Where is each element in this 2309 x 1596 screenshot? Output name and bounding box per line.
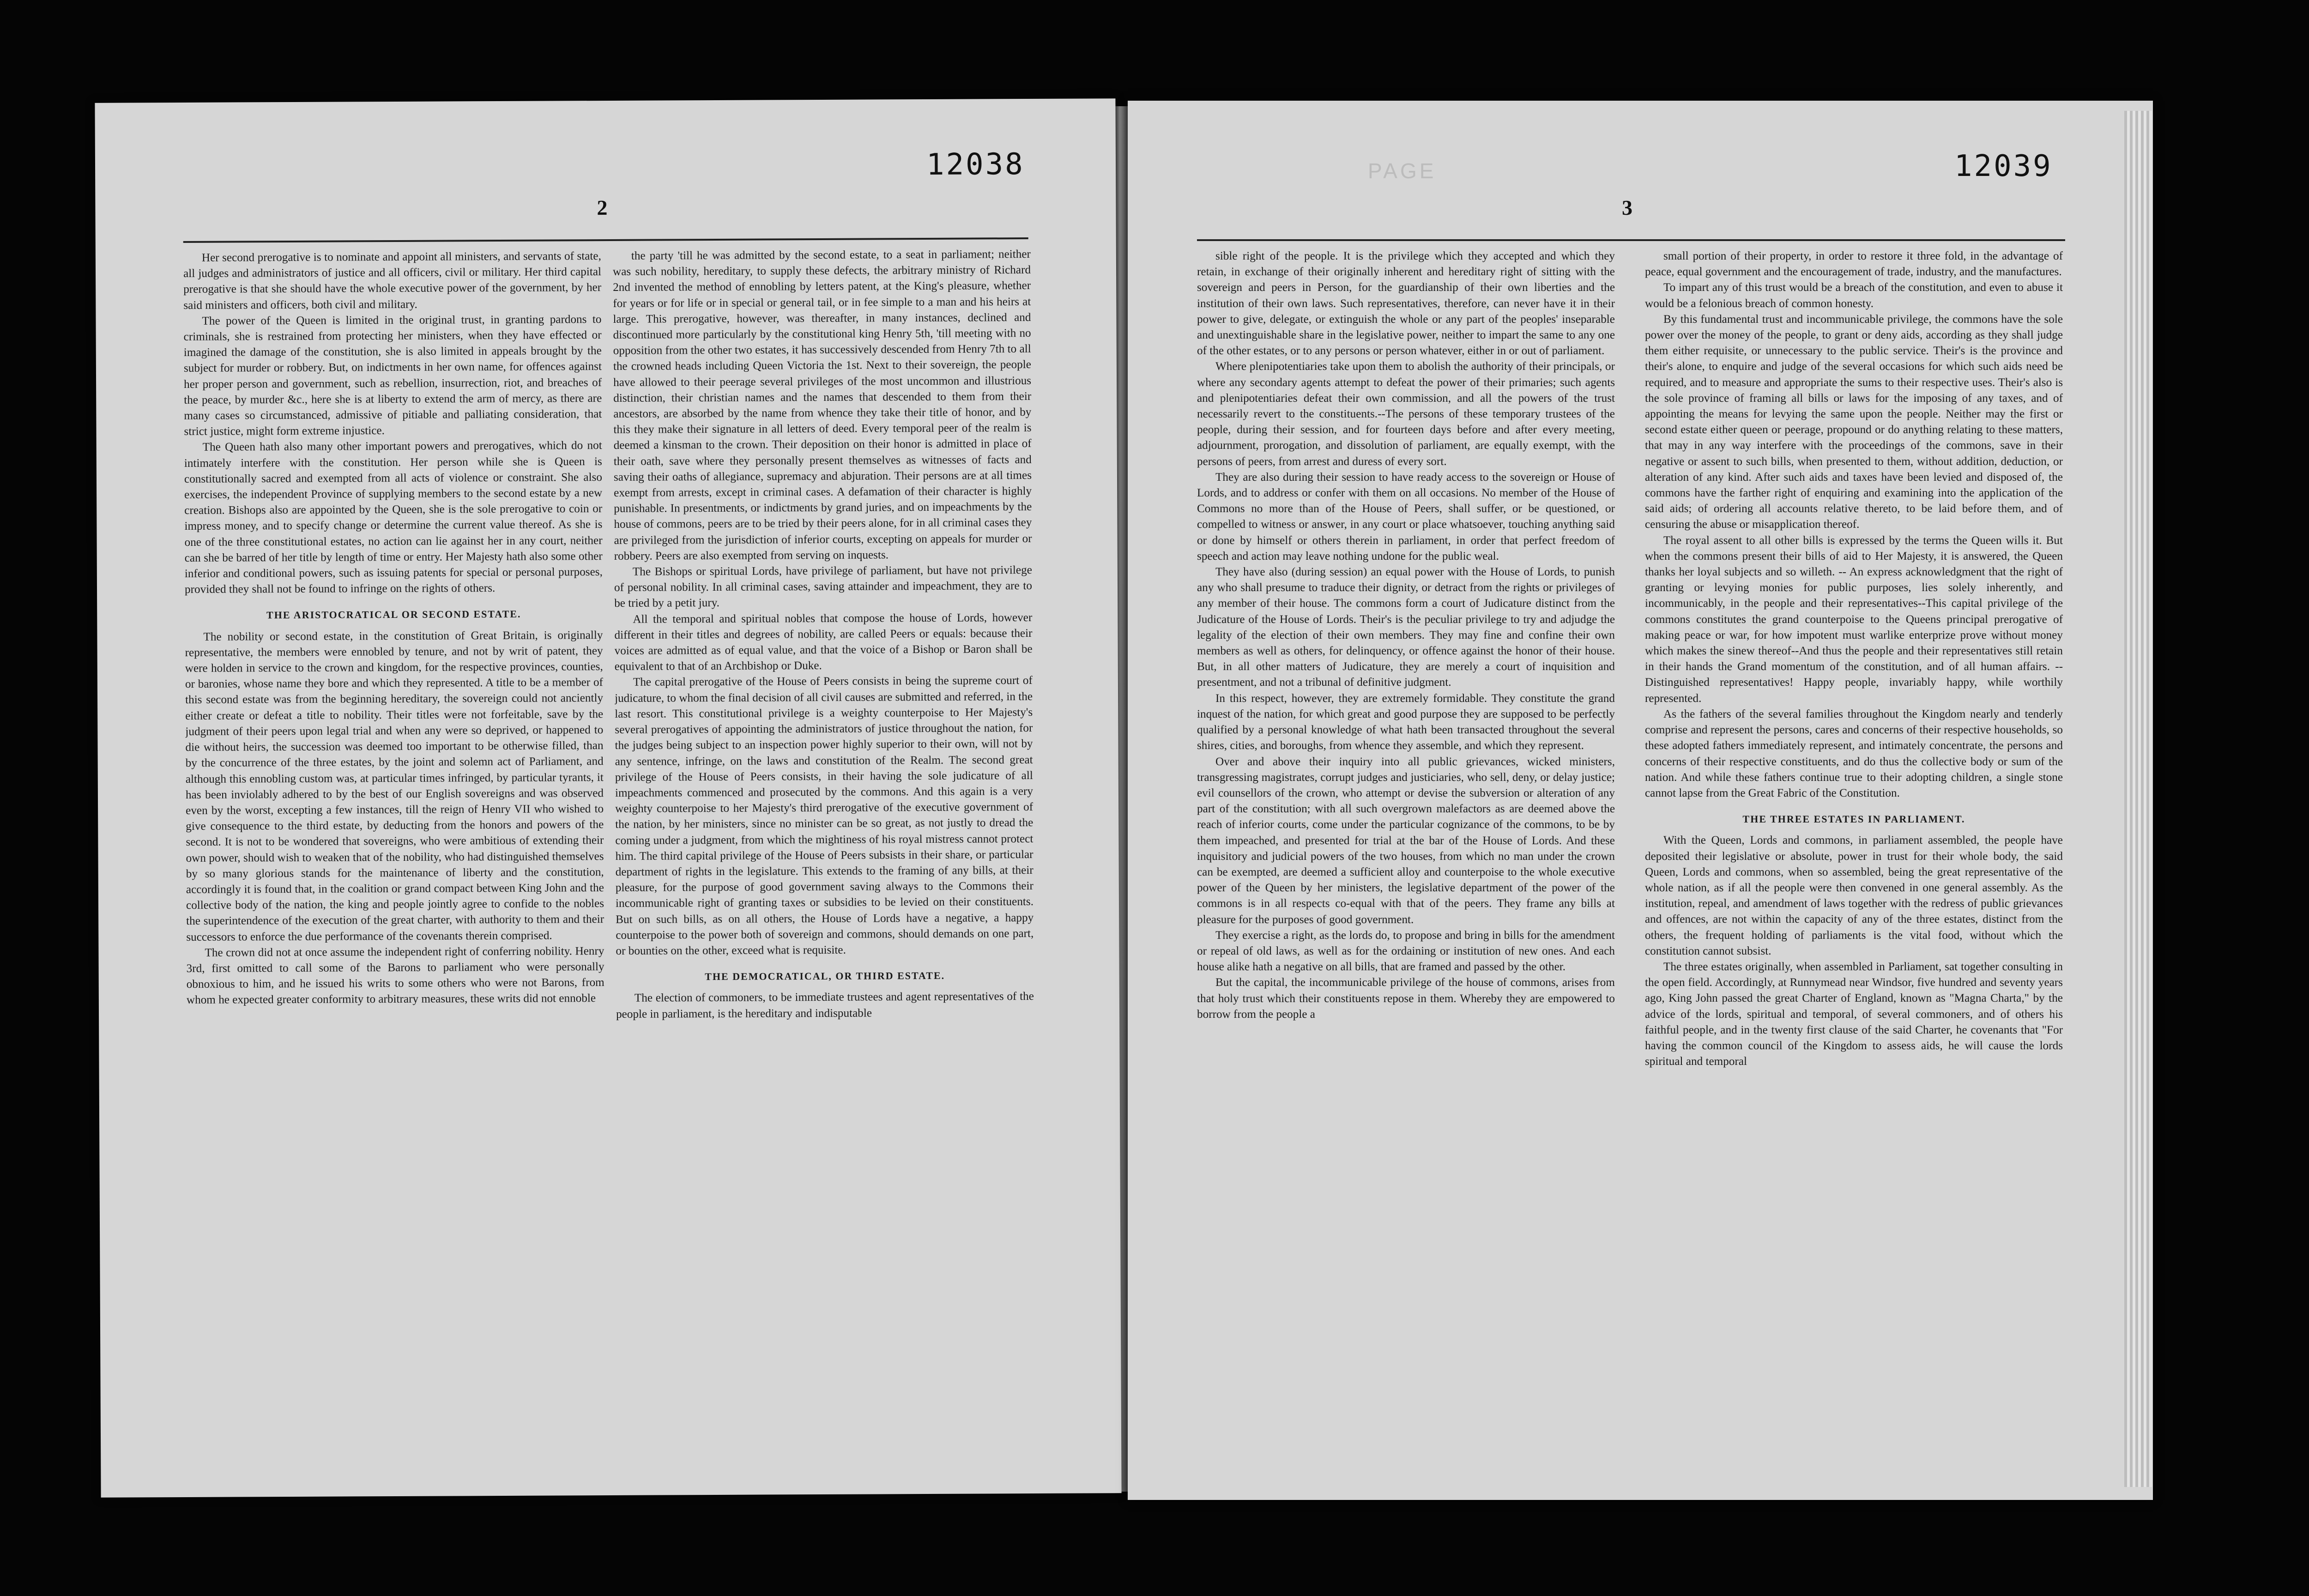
text-column-right <box>613 247 1036 1449</box>
paragraph: With the Queen, Lords and commons, in parliament assembled, the people have deposited their legislative or absolute, power in trust for their whole body, the said Queen, Lords and commons, when so assembled, being the great representative of the whole nation, as if all the people were then convened in one general assembly. As the institution, repeal, and amendment of laws together with the redress of public grievances and offences, are not within the capacity of any of the three estates, distinct from the others, the frequent holding of parliaments is the vital food, without which the constitution cannot subsist. <box>1645 834 2063 957</box>
text-column-right <box>1645 248 2063 1449</box>
paragraph: The Bishops or spiritual Lords, have privilege of parliament, but have not privilege of personal nobility. In all criminal cases, saving attainder and impeachment, they are to be tried by a petit jury. <box>614 564 1033 610</box>
page-number: 3 <box>1622 196 1632 219</box>
paragraph: They are also during their session to have ready access to the sovereign or House of Lords, and to address or confer with them on all occasions. No member of the House of Commons no more than of the House of Peers, shall suffer, or be questioned, or compelled to witness or answer, in any court or place whatsoever, touching anything said or done by himself or others therein in parliament, in order that perfect freedom of speech and action may leave nothing undone for the public weal. <box>1197 471 1615 562</box>
header-rule <box>1197 239 2065 241</box>
paragraph: The crown did not at once assume the independent right of conferring nobility. Henry 3rd, first omitted to call some of the Barons to parliament who were personally obnoxious to him, and he issued his writs to some others who were not Barons, from whom he expected greater conformity to arbitrary measures, these writs did not ennoble <box>186 944 604 1007</box>
paragraph: But the capital, the incommunicable privilege of the house of commons, arises from that holy trust which their constituents repose in them. Whereby they are empowered to borrow from the people a <box>1197 976 1615 1021</box>
paragraph: In this respect, however, they are extremely formidable. They constitute the grand inquest of the nation, for which great and good purpose they are supposed to be perfectly qualified by a personal knowledge of what hath been transacted throughout the several shires, cities, and boroughs, from whence they assemble, and which they represent. <box>1197 692 1615 752</box>
frame-number: 12039 <box>1954 149 2053 183</box>
section-heading: THE ARISTOCRATICAL OR SECOND ESTATE. <box>266 608 521 621</box>
paragraph: As the fathers of the several families throughout the Kingdom nearly and tenderly comprise and represent the persons, cares and concerns of their respective households, so these adopted fathers immediately represent, and intimately concentrate, the persons and concerns of their respective constituents, and do thus the collective body or sum of the nation. And while these fathers continue true to their adopting children, a single stone cannot lapse from the Great Fabric of the Constitution. <box>1645 707 2063 799</box>
frame-number: 12038 <box>926 147 1025 182</box>
paragraph: By this fundamental trust and incommunicable privilege, the commons have the sole power over the money of the people, to grant or deny aids, according as they shall judge them either requisite, or unnecessary to the public service. Their's is the province and their's alone, to enquire and judge of the several occasions for which such aids need be required, and to measure and appropriate the sums to their respective uses. Their's also is the sole province of framing all bills or laws for the imposing of any taxes, and of appointing the means for levying the same upon the people. Neither may the first or second estate either queen or peerage, propound or do anything relating to these matters, that may in any way interfere with the proceedings of the commons, save in their negative or assent to such bills, when presented to them, without addition, deduction, or alteration of any kind. After such aids and taxes have been levied and disposed of, the commons have the farther right of enquiring and examining into the application of the said aids; of ordering all accounts relative thereto, to be laid before them, and of censuring the abuse or misapplication thereof. <box>1645 313 2063 531</box>
paragraph: small portion of their property, in order to restore it three fold, in the advantage of peace, equal government and the encouragement of trade, industry, and the manufactures. <box>1645 250 2063 278</box>
text-column-left <box>183 248 606 1451</box>
text-column-left <box>1197 248 1615 1449</box>
section-heading: THE THREE ESTATES IN PARLIAMENT. <box>1742 813 1965 825</box>
paragraph: They have also (during session) an equal power with the House of Lords, to punish any who shall presume to traduce their dignity, or detract from the rights or privileges of any member of their house. The commons form a court of Judicature distinct from the Judicature of the House of Lords. Their's is the peculiar privilege to try and adjudge the legality of the election of their own members. They may fine and confine their own members as well as others, for delinquency, or offence against the honor of their house. But, in all other matters of Judicature, they are merely a court of inquisition and presentment, and not a tribunal of definitive judgment. <box>1197 566 1615 689</box>
section-heading: THE DEMOCRATICAL, OR THIRD ESTATE. <box>705 969 945 983</box>
paragraph: The royal assent to all other bills is expressed by the terms the Queen wills it. But when the commons present their bills of aid to Her Majesty, it is answered, the Queen thanks her loyal subjects and so willeth. -- An express acknowledgment that the right of granting or levying monies for public purposes, lies solely inherently, and incommunicably, in the people and their representatives--This capital privilege of the commons constitutes the grand counterpoise to the Queens principal prerogative of making peace or war, for how impotent must warlike enterprize prove without money which makes the sinew thereof--And thus the people and their representatives still retain in their hands the Grand momentum of the constitution, and of all human affairs. -- Distinguished representatives! Happy people, invariably happy, while worthily represented. <box>1645 534 2063 705</box>
paragraph: Her second prerogative is to nominate and appoint all ministers, and servants of state, all judges and administrators of justice and all officers, civil or military. Her third capital prerogative is that she should have the whole executive power of the government, by her said ministers and officers, both civil and military. <box>183 250 602 312</box>
paragraph: The capital prerogative of the House of Peers consists in being the supreme court of judicature, to whom the final decision of all civil causes are submitted and referred, in the last resort. This constitutional privilege is a weighty counterpoise to Her Majesty's several prerogatives of appointing the administrators of justice throughout the nation, for the judges being subject to an inspection power highly superior to their own, will not by any sentence, infringe, on the laws and constitution of the Realm. The second great privilege of the House of Peers consists, in their having the sole judicature of all impeachments commenced and prosecuted by the commons. And this again is a very weighty counterpoise to her Majesty's third prerogative of the executive government of the nation, by her ministers, since no minister can be so great, as not justly to dread the coming under a judgment, from which the mightiness of his royal mistress cannot protect him. The third capital privilege of the House of Peers subsists in their share, or particular department of rights in the legislature. This extends to the framing of any bills, at their pleasure, for the purpose of good government saving always to the Commons their incommunicable right of granting taxes or subsidies to be levied on their constituents. But on such bills, as on all others, the House of Lords have a negative, a happy counterpoise to the power both of sovereign and commons, should demands on one part, or bounties on the other, exceed what is requisite. <box>614 674 1034 957</box>
paragraph: The Queen hath also many other important powers and prerogatives, which do not intimately interfere with the constitution. Her person while she is Queen is constitutionally sacred and exempted from all acts of violence or constraint. She also exercises, the independent Province of supplying members to the second estate by a new creation. Bishops also are appointed by the Queen, she is the sole prerogative to coin or impress money, and to specify change or determine the current value thereof. As she is one of the three constitutional estates, no action can lie against her in any court, neither can she be barred of her title by length of time or entry. Her Majesty hath also some other inferior and conditional powers, such as issuing patents for special or personal purposes, provided they shall not be found to infringe on the rights of others. <box>184 439 603 596</box>
faint-page-stamp: PAGE <box>1368 159 1437 183</box>
paragraph: All the temporal and spiritual nobles that compose the house of Lords, however different in their titles and degrees of nobility, are called Peers or equals: because their voices are admitted as of equal value, and that the voice of a Bishop or Baron shall be equivalent to that of an Archbishop or Duke. <box>614 611 1033 673</box>
paragraph: To impart any of this trust would be a breach of the constitution, and even to abuse it would be a felonious breach of common honesty. <box>1645 281 2063 310</box>
paragraph: Where plenipotentiaries take upon them to abolish the authority of their principals, or where any secondary agents attempt to defeat the power of their primaries; such agents and plenipotentiaries defeat their own commission, and all the powers of the trust necessarily revert to the constituents.--The persons of these temporary trustees of the people, during their session, and for fourteen days before and after every meeting, adjournment, prorogation, and dissolution of parliament, are equally exempt, with the persons of peers, from arrest and duress of every sort. <box>1197 360 1615 468</box>
paragraph: The election of commoners, to be immediate trustees and agent representatives of the people in parliament, is the hereditary and indisputable <box>616 990 1034 1021</box>
paragraph: the party 'till he was admitted by the second estate, to a seat in parliament; neither was such nobility, hereditary, to supply these defects, the arbitrary ministry of Richard 2nd invented the method of ennobling by letters patent, at the King's pleasure, whether for years or for life or in special or general tail, or in fee simple to a man and his heirs at large. This prerogative, however, was thereafter, in many instances, declined and discontinued more particularly by the constitutional king Henry 5th, 'till meeting with no opposition from the other two estates, it has successively descended from Henry 7th to all the crowned heads including Queen Victoria the 1st. Next to their sovereign, the people have allowed to their peerage several privileges of the most uncommon and illustrious distinction, their christian names and the names that descended to them from their ancestors, are absorbed by the name from whence they take their title of honor, and by this they make their signature in all letters of deed. Every temporal peer of the realm is deemed a kinsman to the crown. Their deposition on their honor is admitted in place of their oath, save where they personally present themselves as witnesses of facts and saving their oaths of allegiance, supremacy and abjuration. Their persons are at all times exempt from arrests, except in criminal cases. A defamation of their character is highly punishable. In presentments, or indictments by grand juries, and on impeachments by the house of commons, peers are to be tried by their peers alone, for in all criminal cases they are privileged from the jurisdiction of inferior courts, excepting on appeals for murder or robbery. Peers are also exempted from serving on inquests. <box>612 248 1032 562</box>
paragraph: The nobility or second estate, in the constitution of Great Britain, is originally representative, the members were ennobled by tenure, and not by writ of patent, they were holden in service to the crown and kingdom, for the respective provinces, counties, or baronies, whose name they bore and which they represented. A title to be a member of this second estate was from the beginning hereditary, the sovereign could not anciently either create or defeat a title to nobility. Their titles were not forfeitable, save by the judgment of their peers upon legal trial and when any were so deprived, or happened to die without heirs, the succession was deemed too important to be otherwise filled, than by the concurrence of the three estates, by the joint and solemn act of Parliament, and although this ennobling custom was, at particular times infringed, by particular tyrants, it has been inviolably adhered to by the best of our English sovereigns and was observed even by the worst, excepting a few instances, till the reign of Henry VII who wished to give consequence to the third estate, by deducting from the honors and powers of the second. It is not to be wondered that sovereigns, who were ambitious of extending their own power, should wish to weaken that of the nobility, who had distinguished themselves by so many glorious stands for the maintenance of liberty and the constitution, accordingly it is found that, in the coalition or grand compact between King John and the collective body of the nation, the king and people jointly agree to confide to the nobles the superintendence of the execution of the great charter, with authority to them and their successors to enforce the due performance of the covenants therein comprised. <box>185 629 604 943</box>
header-rule <box>183 237 1028 243</box>
paragraph: They exercise a right, as the lords do, to propose and bring in bills for the amendment or repeal of old laws, as well as for the ordaining or institution of new ones. And each house alike hath a negative on all bills, that are framed and passed by the other. <box>1197 929 1615 973</box>
right-page <box>1128 101 2153 1500</box>
paragraph: The power of the Queen is limited in the original trust, in granting pardons to criminals, she is restrained from protecting her ministers, when they have effected or imagined the damage of the constitution, she is also limited in appeals brought by the subject for murder or robbery. But, on indictments in her own name, for offences against her proper person and government, such as rebellion, insurrection, riot, and breaches of the peace, by murder &c., here she is at liberty to extend the arm of mercy, as there are many cases so circumstanced, admissive of pitiable and palliating consideration, that strict justice, might form extreme injustice. <box>183 313 602 438</box>
paragraph: sible right of the people. It is the privilege which they accepted and which they retain, in exchange of their originally inherent and hereditary right of sitting with the sovereign and peers in Person, for the guardianship of their own liberties and the institution of their own laws. Such representatives, therefore, can never have it in their power to give, delegate, or extinguish the whole or any part of the peoples' inseparable and unextinguishable share in the legislative power, neither to impart the same to any one of the other estates, or to any persons or person whatever, either in or out of parliament. <box>1197 250 1615 357</box>
paragraph: The three estates originally, when assembled in Parliament, sat together consulting in the open field. Accordingly, at Runnymead near Windsor, five hundred and seventy years ago, King John passed the great Charter of England, known as "Magna Charta," by the advice of the lords, spiritual and temporal, of several commoners, and of others his faithful people, and in the twenty first clause of the said Charter, he covenants that "For having the common council of the Kingdom to assess aids, he will cause the lords spiritual and temporal <box>1645 960 2063 1068</box>
page-number: 2 <box>597 195 608 220</box>
paragraph: Over and above their inquiry into all public grievances, wicked ministers, transgressing magistrates, corrupt judges and justiciaries, who sell, deny, or delay justice; evil counsellors of the crown, who attempt or devise the subversion or alteration of any part of the constitution; with all such overgrown malefactors as are deemed above the reach of inferior courts, come under the particular cognizance of the commons, to be by them impeached, and presented for trial at the bar of the House of Lords. And these inquisitory and judicial powers of the two houses, from which no man under the crown can be exempted, are deemed a sufficient alloy and counterpoise to the whole executive power of the Queen by her ministers, the legislative department of the power of the commons is in all respects co-equal with that of the peers. They frame any bills at pleasure for the purposes of good government. <box>1197 755 1615 926</box>
page-edges <box>2124 111 2152 1487</box>
left-page <box>95 98 1121 1498</box>
